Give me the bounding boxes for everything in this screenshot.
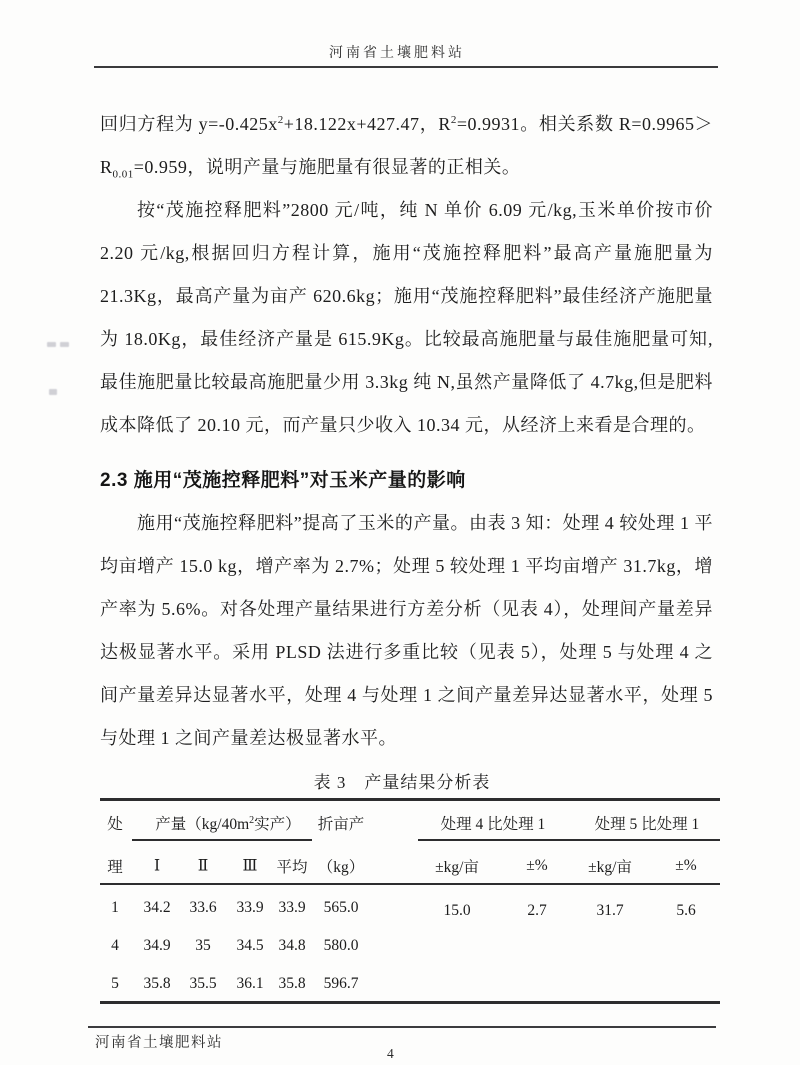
table-cell: 35.8: [278, 975, 306, 992]
table-cell: 35: [195, 937, 211, 954]
yield-group-underline: [132, 839, 312, 841]
body-text-block: [100, 103, 713, 765]
table-cell: 35.8: [143, 975, 171, 992]
table3-title: 表 3 产量结果分析表: [313, 773, 491, 792]
table-cell: 596.7: [323, 975, 359, 992]
table-cell-treatment: 1: [111, 899, 119, 916]
table-top-border: [100, 798, 720, 801]
footer-org-title: 河南省土壤肥料站: [95, 1035, 223, 1051]
paragraph-yield-effect: 施用“茂施控释肥料”提高了玉米的产量。由表 3 知：处理 4 较处理 1 平均亩增产 15.0 kg，增产率为 2.7%；处理 5 较处理 1 平均亩增产 31.7kg，增产率为 5.6%。对各处理产量结果进行方差分析（见表 4），处理间产量差异达极显著水平。采用 PLSD 法进行多重比较（见表 5），处理 5 与处理 4 之间产量差异达显著水平，处理 4 与处理 1 之间产量差异达显著水平，处理 5 与处理 1 之间产量差达极显著水平。: [100, 513, 713, 748]
scan-artifact: [47, 342, 56, 347]
table-bottom-border: [100, 1001, 720, 1004]
table-cell: 35.5: [189, 975, 217, 992]
table-header-cmp5-group: 处理 5 比处理 1: [594, 816, 700, 833]
table-header-average: 平均: [276, 859, 308, 876]
table-cell: 34.8: [278, 937, 306, 954]
table-cell: 31.7: [596, 902, 624, 919]
table-header-cmp5-pct: ±%: [675, 857, 697, 874]
table-cell: 34.5: [236, 937, 264, 954]
table-header-yield-group: 产量（$kg/40m^2$实产）: [155, 814, 301, 833]
table-cell-treatment: 4: [111, 937, 119, 954]
table-cell: 34.2: [143, 899, 171, 916]
table-header-cmp5-kg: ±kg/亩: [588, 859, 632, 876]
comparison-group-underline: [418, 839, 720, 841]
header-rule: [94, 66, 718, 68]
table-cell-treatment: 5: [111, 975, 119, 992]
table-header-treatment-top: 处: [107, 816, 123, 833]
table-header-rep1: Ⅰ: [153, 857, 161, 875]
table-cell: 5.6: [676, 902, 696, 919]
table-header-cmp4-kg: ±kg/亩: [435, 859, 479, 876]
footer-rule: [88, 1026, 716, 1028]
header-org-title: 河南省土壤肥料站: [329, 46, 465, 61]
table-cell: 33.6: [189, 899, 217, 916]
table-cell: 15.0: [443, 902, 471, 919]
scan-artifact: [60, 342, 69, 347]
table-header-rep3: Ⅲ: [242, 857, 258, 875]
table-header-cmp4-pct: ±%: [526, 857, 548, 874]
table-header-cmp4-group: 处理 4 比处理 1: [440, 816, 546, 833]
table-header-per-mu-top: 折亩产: [317, 816, 365, 833]
table-cell: 33.9: [278, 899, 306, 916]
table3-yield-results: [100, 798, 720, 1006]
scan-artifact: [49, 389, 57, 395]
table-cell: 2.7: [527, 902, 547, 919]
section-2-3-heading: 2.3 施用“茂施控释肥料”对玉米产量的影响: [100, 470, 466, 491]
table-header-rep2: Ⅱ: [197, 857, 209, 875]
table-cell: 36.1: [236, 975, 264, 992]
table-cell: 34.9: [143, 937, 171, 954]
paragraph-regression: 回归方程为 $y=-0.425x^2+18.122x+427.47$，$R^2=0.9931$。相关系数 $R=0.9965>R_{0.01}=0.959$，说明产量与施肥量有很显著的正相关。: [100, 114, 713, 181]
paragraph-economic-analysis: 按“茂施控释肥料”2800 元/吨，纯 N 单价 6.09 元/kg,玉米单价按市价 2.20 元/kg,根据回归方程计算，施用“茂施控释肥料”最高产量施肥量为 21.3Kg，最高产量为亩产 620.6kg；施用“茂施控释肥料”最佳经济产施肥量为 18.0Kg，最佳经济产量是 615.9Kg。比较最高施肥量与最佳施肥量可知,最佳施肥量比较最高施肥量少用 3.3kg 纯 N,虽然产量降低了 4.7kg,但是肥料成本降低了 20.10 元，而产量只少收入 10.34 元，从经济上来看是合理的。: [100, 200, 713, 435]
table-header-divider: [100, 883, 720, 885]
table-cell: 580.0: [323, 937, 359, 954]
table-cell: 565.0: [323, 899, 359, 916]
table-header-per-mu-unit: （kg）: [317, 859, 365, 876]
table-header-treatment-bottom: 理: [107, 859, 123, 876]
page-number: 4: [387, 1046, 394, 1061]
table-cell: 33.9: [236, 899, 264, 916]
